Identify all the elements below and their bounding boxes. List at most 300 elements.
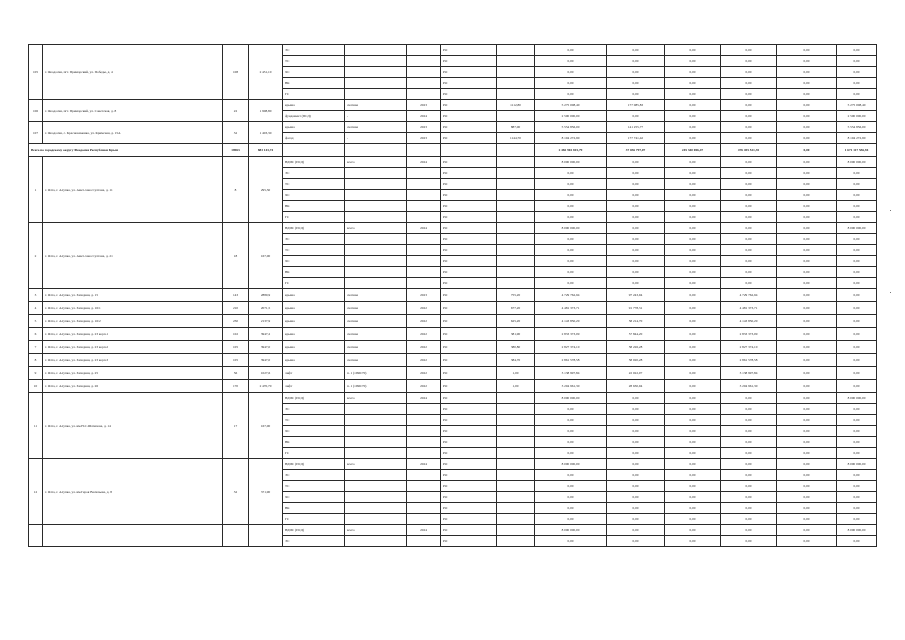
unit-cell: РО	[441, 179, 497, 190]
work-kind-cell	[345, 415, 407, 426]
amount-cell: 8 000 000,00	[837, 223, 877, 234]
year-cell: 2024	[407, 459, 441, 470]
amount-cell: 0,00	[721, 404, 777, 415]
amount-cell: 0,00	[607, 536, 665, 547]
amount-cell: 0,00	[837, 168, 877, 179]
amount-cell: 0,00	[837, 278, 877, 289]
amount-cell: 0,00	[665, 56, 721, 67]
amount-cell: 0,00	[721, 278, 777, 289]
amount-cell: 0,00	[837, 470, 877, 481]
amount-cell: 0,00	[777, 404, 837, 415]
amount-cell: 0,00	[607, 492, 665, 503]
area-cell: 2 470,70	[249, 380, 283, 393]
work-kind-cell: всего	[345, 393, 407, 404]
amount-cell: 0,00	[777, 341, 837, 354]
address-cell: г. Ялта, г. Алупка, ул. Западная, д. 23 корп.1	[43, 328, 223, 341]
quantity-cell	[497, 190, 535, 201]
amount-cell: 0,00	[721, 168, 777, 179]
row-number: 7	[29, 341, 43, 354]
amount-cell: 0,00	[837, 481, 877, 492]
amount-cell: 0,00	[535, 67, 607, 78]
amount-cell: 0,00	[607, 56, 665, 67]
amount-cell: 0,00	[777, 190, 837, 201]
amount-cell: 58 020,28	[607, 354, 665, 367]
flats-cell: 18	[223, 223, 249, 289]
amount-cell: 0,00	[535, 404, 607, 415]
work-type-cell: лифт	[283, 367, 345, 380]
unit-cell: РО	[441, 341, 497, 354]
unit-cell: РО	[441, 470, 497, 481]
quantity-cell	[497, 415, 535, 426]
flats-cell: 32	[223, 459, 249, 525]
amount-cell: 2 861 578,58	[721, 354, 777, 367]
work-kind-cell	[345, 426, 407, 437]
year-cell	[407, 514, 441, 525]
amount-cell: 4 481 373,71	[721, 302, 777, 315]
amount-cell: 0,00	[665, 426, 721, 437]
total-amount: 2 482 902 815,79	[535, 144, 607, 157]
quantity-cell	[497, 278, 535, 289]
amount-cell: 0,00	[665, 470, 721, 481]
work-type-cell: ВК	[283, 78, 345, 89]
amount-cell: 0,00	[665, 45, 721, 56]
row-number: 11	[29, 393, 43, 459]
year-cell: 2023	[407, 100, 441, 111]
amount-cell: 0,00	[665, 245, 721, 256]
amount-cell: 0,00	[721, 481, 777, 492]
amount-cell: 0,00	[607, 525, 665, 536]
empty-cell	[497, 144, 535, 157]
amount-cell: 0,00	[535, 201, 607, 212]
address-cell	[43, 525, 223, 547]
quantity-cell	[497, 168, 535, 179]
unit-cell: РО	[441, 328, 497, 341]
amount-cell: 0,00	[777, 289, 837, 302]
quantity-cell	[497, 492, 535, 503]
work-kind-cell	[345, 179, 407, 190]
area-cell: 167,00	[249, 223, 283, 289]
scan-speck	[890, 210, 891, 211]
amount-cell: 0,00	[535, 514, 607, 525]
work-type-cell: крыша	[283, 289, 345, 302]
work-kind-cell	[345, 481, 407, 492]
quantity-cell	[497, 45, 535, 56]
quantity-cell	[497, 514, 535, 525]
amount-cell: 0,00	[777, 525, 837, 536]
unit-cell: РО	[441, 111, 497, 122]
amount-cell: 0,00	[777, 100, 837, 111]
amount-cell: 0,00	[837, 190, 877, 201]
work-type-cell: ЭС	[283, 536, 345, 547]
year-cell	[407, 415, 441, 426]
amount-cell: 0,00	[535, 190, 607, 201]
amount-cell: 0,00	[777, 179, 837, 190]
amount-cell: 0,00	[607, 201, 665, 212]
table-row	[29, 328, 877, 341]
table-row	[29, 393, 877, 404]
unit-cell: РО	[441, 492, 497, 503]
row-number: 107	[29, 122, 43, 144]
quantity-cell: 1,00	[497, 367, 535, 380]
area-cell: 1 908,80	[249, 100, 283, 122]
amount-cell: 0,00	[607, 278, 665, 289]
address-cell: г. Ялта, г. Алупка, ул. Западная, д. 23 корп.3	[43, 354, 223, 367]
amount-cell: 0,00	[837, 256, 877, 267]
unit-cell: РО	[441, 45, 497, 56]
work-type-cell: ГС	[283, 514, 345, 525]
amount-cell: 0,00	[837, 179, 877, 190]
amount-cell: 0,00	[777, 133, 837, 144]
amount-cell: 0,00	[665, 525, 721, 536]
scan-speck	[890, 292, 891, 293]
quantity-cell	[497, 267, 535, 278]
amount-cell: 8 000 000,00	[837, 157, 877, 168]
unit-cell: РО	[441, 223, 497, 234]
amount-cell: 0,00	[665, 78, 721, 89]
year-cell: 2023	[407, 289, 441, 302]
amount-cell: 22 022,07	[607, 367, 665, 380]
quantity-cell	[497, 426, 535, 437]
amount-cell: 0,00	[837, 315, 877, 328]
quantity-cell	[497, 437, 535, 448]
amount-cell: 0,00	[721, 100, 777, 111]
amount-cell: 0,00	[721, 470, 777, 481]
quantity-cell	[497, 470, 535, 481]
amount-cell: 0,00	[837, 536, 877, 547]
amount-cell: 0,00	[607, 212, 665, 223]
amount-cell: 8 000 000,00	[535, 525, 607, 536]
address-cell: г. Феодосия, пгт. Приморский, ул. Советская, д. 8	[43, 100, 223, 122]
year-cell: 2024	[407, 223, 441, 234]
year-cell: 2024	[407, 393, 441, 404]
flats-cell: 22	[223, 100, 249, 122]
work-type-cell: фасад	[283, 133, 345, 144]
amount-cell: 0,00	[607, 426, 665, 437]
work-type-cell: ГС	[283, 278, 345, 289]
amount-cell: 0,00	[837, 448, 877, 459]
work-kind-cell: скатная	[345, 328, 407, 341]
work-type-cell: крыша	[283, 341, 345, 354]
amount-cell: 0,00	[535, 89, 607, 100]
unit-cell: РО	[441, 437, 497, 448]
amount-cell: 0,00	[721, 536, 777, 547]
amount-cell: 0,00	[777, 448, 837, 459]
year-cell: 2024	[407, 157, 441, 168]
unit-cell: РО	[441, 201, 497, 212]
row-number: 106	[29, 100, 43, 122]
amount-cell: 5 275 008,40	[837, 100, 877, 111]
amount-cell: 8 000 000,00	[535, 157, 607, 168]
amount-cell: 0,00	[721, 89, 777, 100]
amount-cell: 0,00	[607, 45, 665, 56]
work-type-cell: ВДИС (ПСД)	[283, 223, 345, 234]
work-kind-cell	[345, 234, 407, 245]
flats-cell: 32	[223, 122, 249, 144]
amount-cell: 0,00	[777, 122, 837, 133]
amount-cell: 0,00	[777, 168, 837, 179]
amount-cell: 0,00	[665, 481, 721, 492]
year-cell	[407, 404, 441, 415]
amount-cell: 0,00	[665, 289, 721, 302]
amount-cell: 0,00	[535, 245, 607, 256]
amount-cell: 0,00	[665, 415, 721, 426]
quantity-cell	[497, 393, 535, 404]
work-type-cell: ГС	[283, 448, 345, 459]
amount-cell: 0,00	[837, 201, 877, 212]
address-cell: г. Ялта, г. Алупка, ул. Западная, д. 26	[43, 380, 223, 393]
quantity-cell: 381,90	[497, 328, 535, 341]
year-cell: 2022	[407, 367, 441, 380]
total-amount: 245 340 696,47	[665, 144, 721, 157]
amount-cell: 0,00	[777, 278, 837, 289]
amount-cell: 0,00	[535, 45, 607, 56]
amount-cell: 8 000 000,00	[837, 393, 877, 404]
amount-cell: 0,00	[607, 503, 665, 514]
work-type-cell: ВДИС (ПСД)	[283, 525, 345, 536]
amount-cell: 141 255,77	[607, 122, 665, 133]
amount-cell: 0,00	[665, 100, 721, 111]
row-number	[29, 525, 43, 547]
amount-cell: 0,00	[721, 212, 777, 223]
row-number: 6	[29, 328, 43, 341]
area-cell: 1 403,30	[249, 122, 283, 144]
flats-cell: 102	[223, 328, 249, 341]
amount-cell: 0,00	[665, 168, 721, 179]
amount-cell: 0,00	[837, 89, 877, 100]
total-amount: 37 036 797,07	[607, 144, 665, 157]
work-kind-cell: всего	[345, 157, 407, 168]
amount-cell: 0,00	[607, 256, 665, 267]
area-cell: 3947,0	[249, 341, 283, 354]
amount-cell: 3 138 997,84	[721, 367, 777, 380]
quantity-cell: 887,00	[497, 122, 535, 133]
amount-cell: 0,00	[607, 179, 665, 190]
work-type-cell: крыша	[283, 328, 345, 341]
amount-cell: 0,00	[721, 448, 777, 459]
area-cell: 2 431,10	[249, 45, 283, 100]
year-cell	[407, 481, 441, 492]
amount-cell: 0,00	[721, 201, 777, 212]
amount-cell: 2 827 374,10	[721, 341, 777, 354]
amount-cell: 0,00	[837, 328, 877, 341]
amount-cell: 0,00	[665, 328, 721, 341]
year-cell: 2024	[407, 111, 441, 122]
amount-cell: 0,00	[777, 212, 837, 223]
table-row	[29, 122, 877, 133]
flats-cell: 8	[223, 157, 249, 223]
unit-cell: РО	[441, 267, 497, 278]
address-cell: г. Ялта, г. Алупка, ул. им.Героя Васильева, д. 8	[43, 459, 223, 525]
work-kind-cell	[345, 67, 407, 78]
quantity-cell	[497, 212, 535, 223]
amount-cell: 91 778,31	[607, 302, 665, 315]
work-kind-cell	[345, 503, 407, 514]
unit-cell: РО	[441, 100, 497, 111]
amount-cell: 0,00	[721, 234, 777, 245]
address-cell: г. Ялта, г. Алупка, ул. Западная, д. 16/2	[43, 315, 223, 328]
quantity-cell	[497, 201, 535, 212]
amount-cell: 0,00	[777, 78, 837, 89]
quantity-cell	[497, 67, 535, 78]
work-kind-cell: п. 1 (1996/70)	[345, 380, 407, 393]
unit-cell: РО	[441, 78, 497, 89]
amount-cell: 8 000 000,00	[837, 459, 877, 470]
quantity-cell	[497, 459, 535, 470]
empty-cell	[345, 144, 407, 157]
unit-cell: РО	[441, 404, 497, 415]
work-kind-cell	[345, 514, 407, 525]
flats-cell: 105	[223, 354, 249, 367]
year-cell	[407, 267, 441, 278]
amount-cell: 0,00	[665, 267, 721, 278]
amount-cell: 0,00	[837, 289, 877, 302]
amount-cell: 3 138 997,84	[535, 367, 607, 380]
quantity-cell	[497, 157, 535, 168]
empty-cell	[441, 144, 497, 157]
year-cell: 2024	[407, 525, 441, 536]
amount-cell: 0,00	[777, 415, 837, 426]
amount-cell: 0,00	[777, 223, 837, 234]
work-type-cell: ВК	[283, 201, 345, 212]
unit-cell: РО	[441, 459, 497, 470]
work-type-cell: ТС	[283, 56, 345, 67]
work-kind-cell	[345, 56, 407, 67]
amount-cell: 0,00	[721, 256, 777, 267]
amount-cell: 58 226,28	[607, 341, 665, 354]
amount-cell: 8 104 272,90	[837, 133, 877, 144]
amount-cell: 4 729 762,94	[721, 289, 777, 302]
work-type-cell: крыша	[283, 315, 345, 328]
address-cell: г. Ялта, г. Алупка, ул. им.Н.С.Шатилова, д. 14	[43, 393, 223, 459]
amount-cell: 0,00	[665, 67, 721, 78]
amount-cell: 0,00	[777, 256, 837, 267]
amount-cell: 0,00	[607, 157, 665, 168]
amount-cell: 58 214,70	[607, 315, 665, 328]
amount-cell: 0,00	[777, 470, 837, 481]
amount-cell: 0,00	[837, 426, 877, 437]
amount-cell: 0,00	[665, 404, 721, 415]
capital-repair-table	[28, 44, 877, 547]
row-number: 10	[29, 380, 43, 393]
unit-cell: РО	[441, 525, 497, 536]
work-type-cell: ЭС	[283, 404, 345, 415]
amount-cell: 2 500 000,00	[535, 111, 607, 122]
amount-cell: 0,00	[837, 67, 877, 78]
amount-cell: 4 143 850,20	[721, 315, 777, 328]
address-cell: г. Ялта, г. Алупка, ул. Западная, д. 15	[43, 289, 223, 302]
work-type-cell: ВК	[283, 267, 345, 278]
amount-cell: 0,00	[607, 415, 665, 426]
work-type-cell: ТС	[283, 245, 345, 256]
area-cell: 1027,6	[249, 367, 283, 380]
amount-cell: 0,00	[665, 111, 721, 122]
amount-cell: 0,00	[837, 514, 877, 525]
flats-cell: 210	[223, 302, 249, 315]
work-type-cell: фундамент (ПСД)	[283, 111, 345, 122]
year-cell	[407, 201, 441, 212]
unit-cell: РО	[441, 503, 497, 514]
quantity-cell: 1144,70	[497, 133, 535, 144]
amount-cell: 8 104 272,90	[535, 133, 607, 144]
unit-cell: РО	[441, 380, 497, 393]
table-row	[29, 315, 877, 328]
quantity-cell	[497, 503, 535, 514]
work-kind-cell	[345, 78, 407, 89]
amount-cell: 0,00	[721, 525, 777, 536]
amount-cell: 0,00	[721, 514, 777, 525]
work-type-cell: ТС	[283, 481, 345, 492]
unit-cell: РО	[441, 245, 497, 256]
year-cell: 2022	[407, 315, 441, 328]
amount-cell: 0,00	[721, 111, 777, 122]
year-cell	[407, 67, 441, 78]
area-cell	[249, 525, 283, 547]
amount-cell: 0,00	[721, 459, 777, 470]
amount-cell: 0,00	[837, 234, 877, 245]
unit-cell: РО	[441, 278, 497, 289]
amount-cell: 0,00	[535, 415, 607, 426]
quantity-cell	[497, 245, 535, 256]
work-kind-cell	[345, 492, 407, 503]
amount-cell: 0,00	[721, 393, 777, 404]
amount-cell: 8 000 000,00	[535, 459, 607, 470]
amount-cell: 177 741,42	[607, 133, 665, 144]
unit-cell: РО	[441, 481, 497, 492]
amount-cell: 0,00	[837, 354, 877, 367]
amount-cell: 0,00	[721, 56, 777, 67]
unit-cell: РО	[441, 56, 497, 67]
amount-cell: 0,00	[607, 393, 665, 404]
amount-cell: 0,00	[535, 278, 607, 289]
work-kind-cell: скатная	[345, 354, 407, 367]
work-kind-cell: всего	[345, 525, 407, 536]
unit-cell: РО	[441, 367, 497, 380]
amount-cell: 0,00	[721, 190, 777, 201]
unit-cell: РО	[441, 190, 497, 201]
work-type-cell: ХС	[283, 492, 345, 503]
amount-cell: 0,00	[535, 267, 607, 278]
amount-cell: 0,00	[777, 45, 837, 56]
amount-cell: 3 204 961,30	[535, 380, 607, 393]
quantity-cell	[497, 78, 535, 89]
amount-cell: 0,00	[777, 367, 837, 380]
year-cell: 2023	[407, 122, 441, 133]
work-type-cell: лифт	[283, 380, 345, 393]
row-number: 12	[29, 459, 43, 525]
work-kind-cell: п. 1 (1996/70)	[345, 367, 407, 380]
amount-cell: 0,00	[721, 426, 777, 437]
amount-cell: 0,00	[721, 415, 777, 426]
unit-cell: РО	[441, 426, 497, 437]
amount-cell: 0,00	[607, 459, 665, 470]
total-row	[29, 144, 877, 157]
amount-cell: 97 243,94	[607, 289, 665, 302]
amount-cell: 0,00	[777, 459, 837, 470]
area-cell: 295,30	[249, 157, 283, 223]
work-type-cell: ХС	[283, 67, 345, 78]
amount-cell: 0,00	[665, 89, 721, 100]
amount-cell: 0,00	[535, 426, 607, 437]
work-type-cell: ТС	[283, 415, 345, 426]
quantity-cell	[497, 404, 535, 415]
amount-cell: 0,00	[837, 404, 877, 415]
amount-cell: 0,00	[837, 78, 877, 89]
document-page	[28, 44, 876, 547]
amount-cell: 0,00	[665, 133, 721, 144]
amount-cell: 4 143 850,20	[535, 315, 607, 328]
amount-cell: 0,00	[535, 256, 607, 267]
amount-cell: 0,00	[837, 380, 877, 393]
